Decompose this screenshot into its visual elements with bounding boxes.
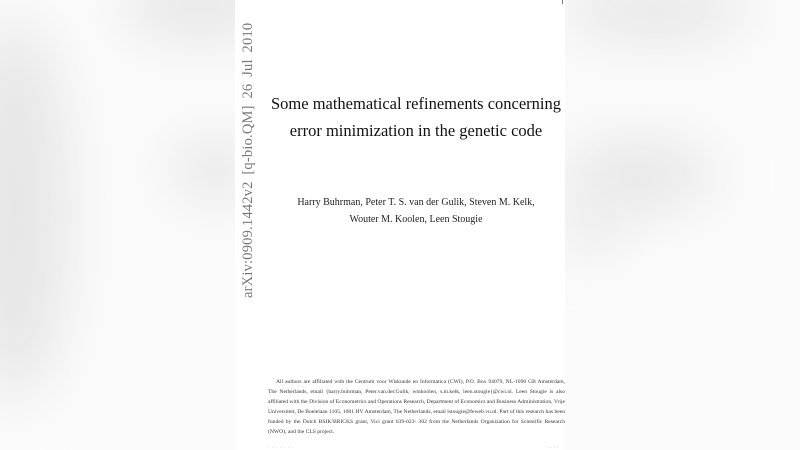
background-blur-shape [560, 0, 750, 40]
page-footer-right: · · · · [548, 446, 559, 450]
affiliation-footnote: All authors are affiliated with the Centrum voor Wiskunde en Informatica (CWI), P.O. Box 94079, NL-1090 GB Amsterdam, The Netherlands, email {harry.buhrman, Peter.van.der.Gulik, wmkoolen, s.m.kelk, leen.stougie}@cwi.nl. Leen Stougie is also affiliated with the Division of Econometrics and Operations Research, Department of Economics and Business Administration, Vrije Universiteit, De Boelelaan 1105, 1081 HV Amsterdam, The Netherlands, email lstougie@feweb.vu.nl. Part of this research has been funded by the Dutch BSIK/BRICKS grant, Vici grant 639-023- 302 from the Netherlands Organization for Scientific Research (NWO), and the CLS project. [268, 379, 565, 435]
title-line: error minimization in the genetic code [289, 121, 543, 140]
arxiv-identifier-stamp: arXiv:0909.1442v2 [q-bio.QM] 26 Jul 2010 [240, 22, 256, 298]
author-line: Wouter M. Koolen, Leen Stougie [349, 214, 483, 225]
background-blur-shape [560, 200, 620, 250]
page-footer-left: · · · · · · · [268, 446, 294, 450]
title-line: Some mathematical refinements concerning [270, 94, 561, 113]
author-line: Harry Buhrman, Peter T. S. van der Gulik, Steven M. Kelk, [297, 197, 535, 208]
author-list [235, 194, 565, 228]
document-page [235, 0, 565, 450]
background-blur-shape [0, 20, 70, 400]
paper-title [235, 90, 565, 144]
page-edge-mark [562, 0, 563, 4]
